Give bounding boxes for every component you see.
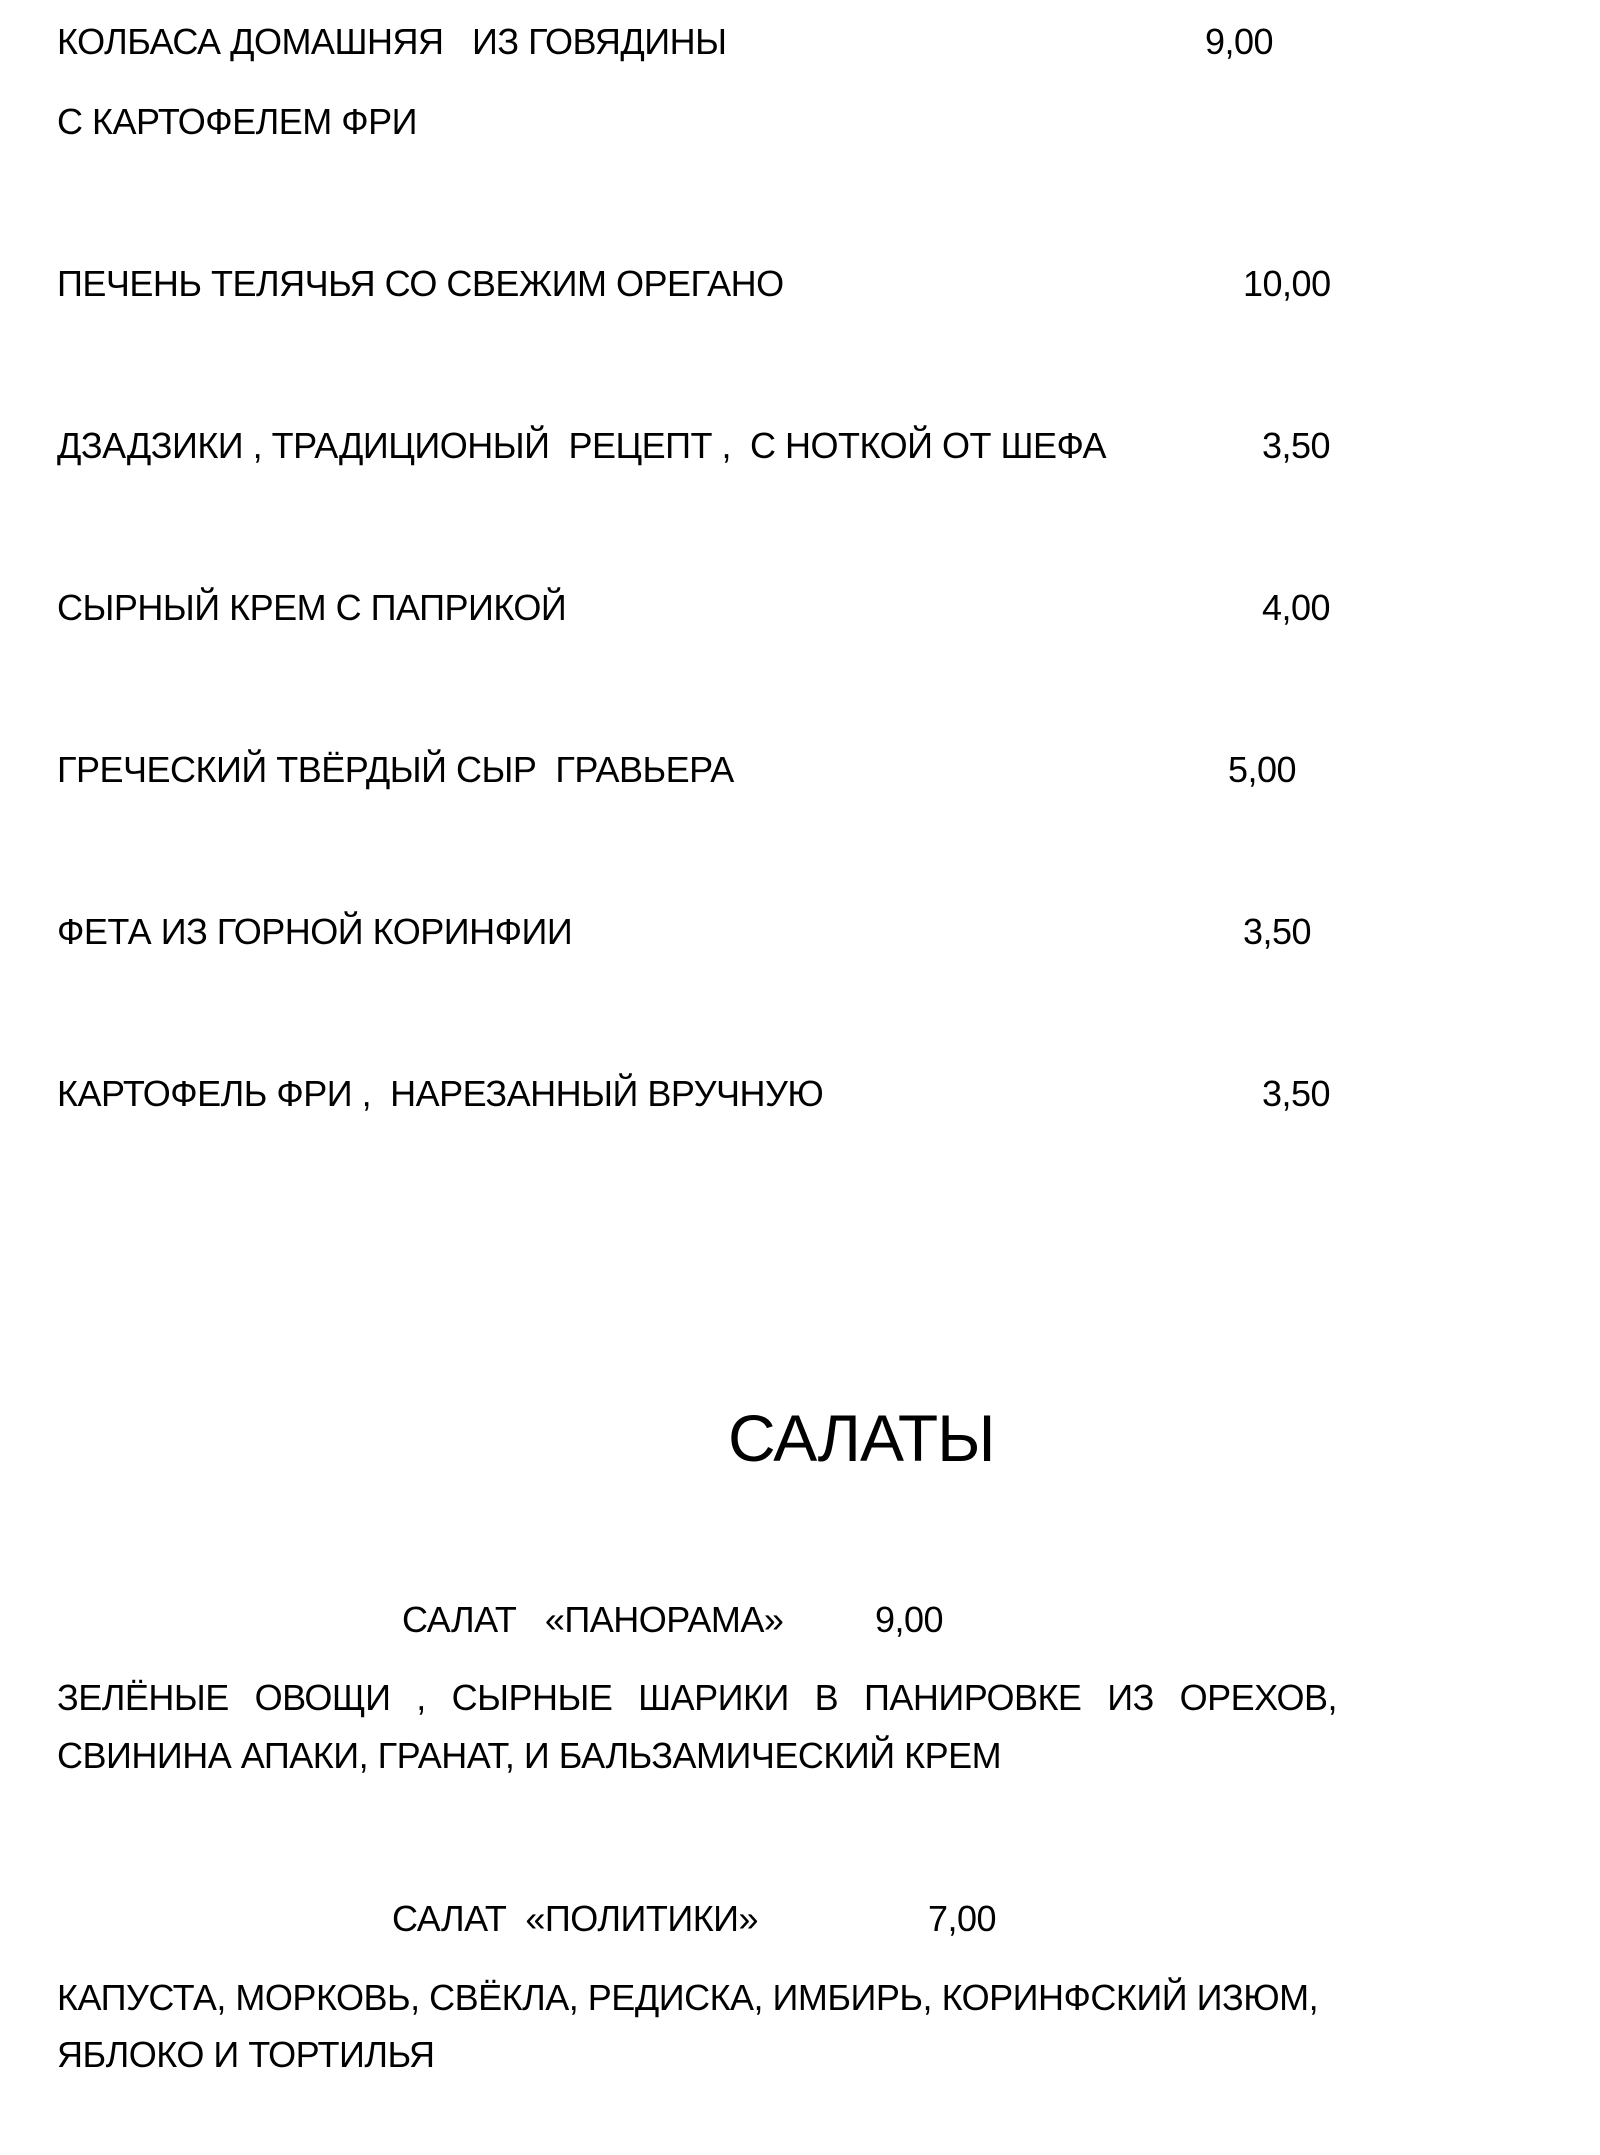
menu-item-name: СЫРНЫЙ КРЕМ С ПАПРИКОЙ	[57, 587, 567, 628]
salad-title: САЛАТ «ПАНОРАМА»	[402, 1599, 784, 1640]
menu-item-name: ФЕТА ИЗ ГОРНОЙ КОРИНФИИ	[57, 911, 573, 952]
menu-item-price: 3,50	[1262, 425, 1331, 466]
menu-item-name: ДЗАДЗИКИ , ТРАДИЦИОНЫЙ РЕЦЕПТ , С НОТКОЙ ОТ ШЕФА	[57, 425, 1107, 466]
section-heading: САЛАТЫ	[728, 1401, 995, 1475]
salad-description-line: КАПУСТА, МОРКОВЬ, СВЁКЛА, РЕДИСКА, ИМБИРЬ, КОРИНФСКИЙ ИЗЮМ,	[57, 1977, 1319, 2018]
salad-description-line: ЗЕЛЁНЫЕ ОВОЩИ , СЫРНЫЕ ШАРИКИ В ПАНИРОВКЕ ИЗ ОРЕХОВ,	[57, 1677, 1337, 1718]
menu-item-name: ПЕЧЕНЬ ТЕЛЯЧЬЯ СО СВЕЖИМ ОРЕГАНО	[57, 263, 784, 304]
salad-description-line: ЯБЛОКО И ТОРТИЛЬЯ	[57, 2034, 435, 2075]
menu-item-name: ГРЕЧЕСКИЙ ТВЁРДЫЙ СЫР ГРАВЬЕРА	[57, 749, 734, 790]
menu-item-name: КАРТОФЕЛЬ ФРИ , НАРЕЗАННЫЙ ВРУЧНУЮ	[57, 1073, 824, 1114]
menu-item-price: 10,00	[1243, 263, 1331, 304]
salad-description-line: СВИНИНА АПАКИ, ГРАНАТ, И БАЛЬЗАМИЧЕСКИЙ КРЕМ	[57, 1735, 1002, 1776]
salad-price: 7,00	[928, 1898, 997, 1939]
menu-item-name-line2: С КАРТОФЕЛЕМ ФРИ	[57, 101, 418, 142]
salad-title: САЛАТ «ПОЛИТИКИ»	[392, 1898, 759, 1939]
menu-item-price: 9,00	[1205, 21, 1274, 62]
menu-item-price: 3,50	[1262, 1073, 1331, 1114]
menu-item-price: 3,50	[1243, 911, 1312, 952]
salad-price: 9,00	[875, 1599, 944, 1640]
menu-item-price: 5,00	[1228, 749, 1297, 790]
menu-item-name: КОЛБАСА ДОМАШНЯЯ ИЗ ГОВЯДИНЫ	[57, 21, 727, 62]
menu-item-price: 4,00	[1262, 587, 1331, 628]
